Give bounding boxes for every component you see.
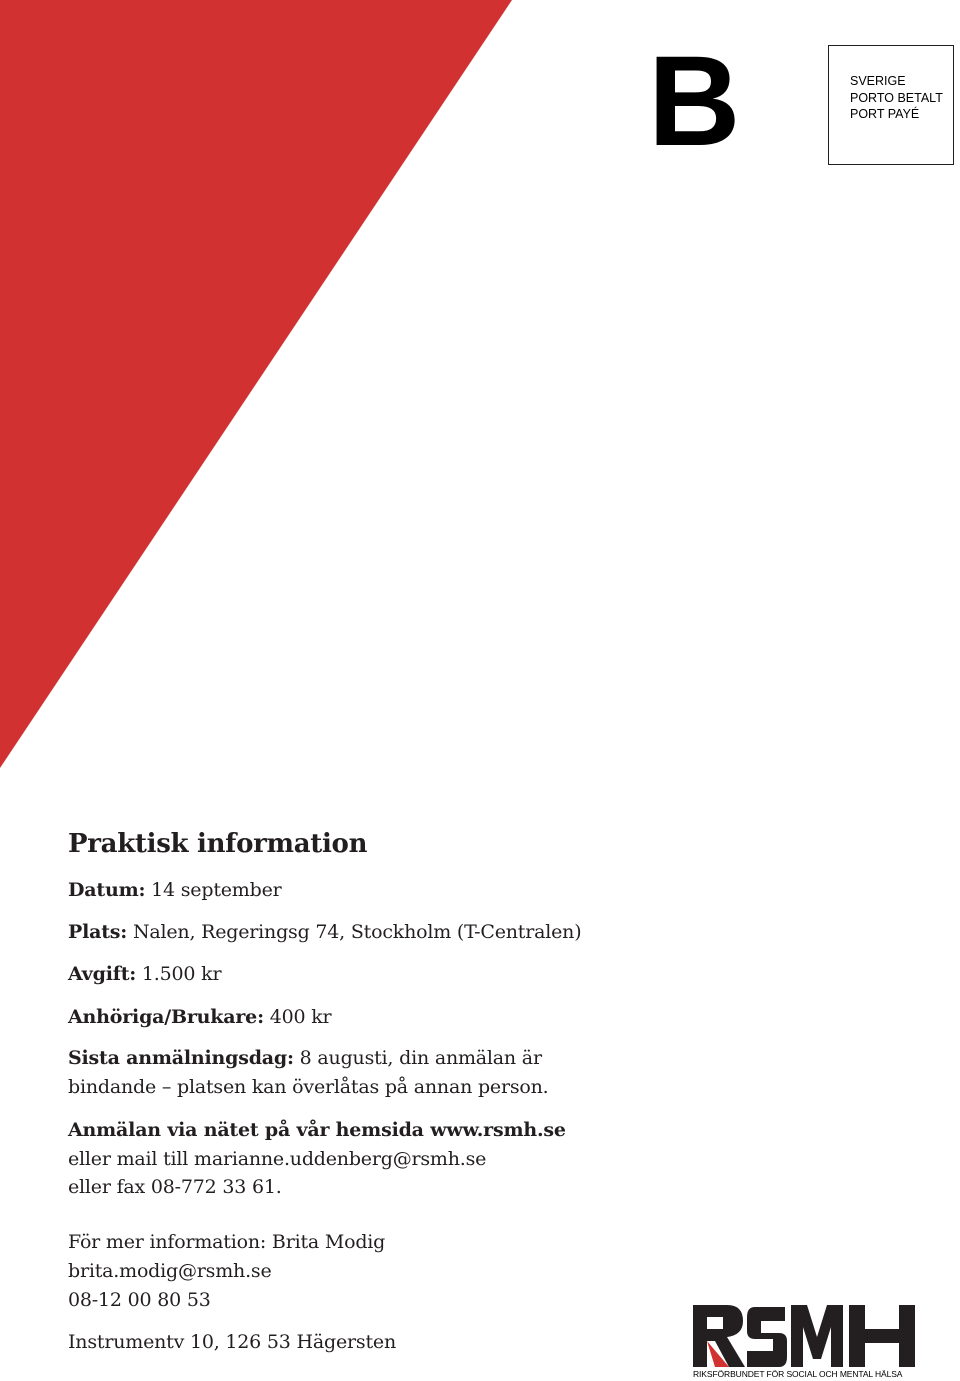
relatives-fee-label: Anhöriga/Brukare:: [68, 1006, 264, 1028]
stamp-line-country: SVERIGE: [850, 74, 906, 88]
venue-label: Plats:: [68, 921, 128, 943]
contact-person-line: För mer information: Brita Modig: [68, 1231, 386, 1253]
venue-value: Nalen, Regeringsg 74, Stockholm (T-Centralen): [132, 921, 582, 943]
deadline-label: Sista anmälningsdag:: [68, 1047, 294, 1069]
stamp-line-paye: PORT PAYÉ: [850, 107, 920, 121]
registration-mail-line: eller mail till marianne.uddenberg@rsmh.se: [68, 1148, 487, 1170]
postal-class-letter: B: [648, 30, 741, 173]
registration-web-line: [68, 1118, 566, 1142]
registration-web-text: Anmälan via nätet på vår hemsida www.rsmh.se: [68, 1119, 566, 1141]
logo-caption: RIKSFÖRBUNDET FÖR SOCIAL OCH MENTAL HÄLSA: [693, 1369, 903, 1379]
deadline-row: [68, 1046, 542, 1070]
deadline-note: bindande – platsen kan överlåtas på annan person.: [68, 1076, 549, 1098]
fee-value: 1.500 kr: [141, 963, 222, 985]
postage-paid-stamp: [828, 45, 954, 165]
deadline-value: 8 augusti, din anmälan är: [299, 1047, 542, 1069]
fee-row: [68, 962, 221, 986]
venue-row: [68, 920, 581, 944]
relatives-fee-row: [68, 1005, 331, 1029]
registration-fax-line: eller fax 08-772 33 61.: [68, 1176, 282, 1198]
contact-phone-line: 08-12 00 80 53: [68, 1289, 211, 1311]
relatives-fee-value: 400 kr: [269, 1006, 332, 1028]
date-label: Datum:: [68, 879, 146, 901]
postal-address-line: Instrumentv 10, 126 53 Hägersten: [68, 1331, 396, 1353]
date-value: 14 september: [151, 879, 282, 901]
stamp-line-porto: PORTO BETALT: [850, 90, 943, 105]
practical-information: [68, 826, 708, 1353]
info-heading: Praktisk information: [68, 829, 368, 859]
fee-label: Avgift:: [68, 963, 137, 985]
contact-email-line: brita.modig@rsmh.se: [68, 1260, 272, 1282]
date-row: [68, 878, 282, 902]
